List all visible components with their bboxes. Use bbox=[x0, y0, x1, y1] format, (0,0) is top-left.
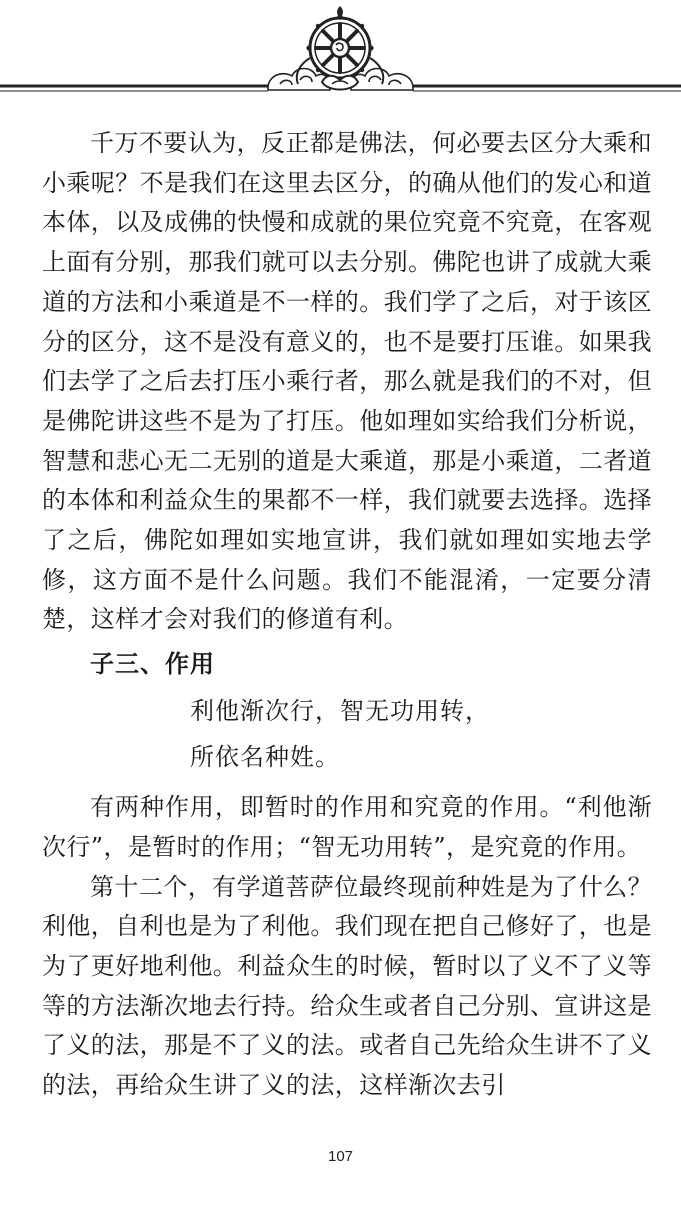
page-body bbox=[42, 124, 652, 1106]
verse-line: 所依名种姓。 bbox=[190, 743, 340, 772]
page-number: 107 bbox=[327, 1148, 354, 1165]
body-paragraph: 第十二个，有学道菩萨位最终现前种姓是为了什么？利他，自利也是为了利他。我们现在把自己修好了，也是为了更好地利他。利益众生的时候，暂时以了义不了义等等的方法渐次地去行持。给众生或者自己分别、宣讲这是了义的法，那是不了义的法。或者自己先给众生讲不了义的法，再给众生讲了义的法，这样渐次去引 bbox=[42, 872, 652, 1100]
verse-line: 利他渐次行，智无功用转， bbox=[190, 697, 490, 726]
header-ornament bbox=[0, 0, 681, 110]
section-heading: 子三、作用 bbox=[90, 650, 215, 679]
body-paragraph: 有两种作用，即暂时的作用和究竟的作用。“利他渐次行”，是暂时的作用；“智无功用转”，是究竟的作用。 bbox=[42, 793, 652, 861]
body-paragraph: 千万不要认为，反正都是佛法，何必要去区分大乘和小乘呢？不是我们在这里去区分，的确从他们的发心和道本体，以及成佛的快慢和成就的果位究竟不究竟，在客观上面有分别，那我们就可以去分别。佛陀也讲了成就大乘道的方法和小乘道是不一样的。我们学了之后，对于该区分的区分，这不是没有意义的，也不是要打压谁。如果我们去学了之后去打压小乘行者，那么就是我们的不对，但是佛陀讲这些不是为了打压。他如理如实给我们分析说，智慧和悲心无二无别的道是大乘道，那是小乘道，二者道的本体和利益众生的果都不一样，我们就要去选择。选择了之后，佛陀如理如实地宣讲，我们就如理如实地去学修，这方面不是什么问题。我们不能混淆，一定要分清楚，这样才会对我们的修道有利。 bbox=[42, 129, 652, 634]
verse-block bbox=[42, 688, 652, 780]
